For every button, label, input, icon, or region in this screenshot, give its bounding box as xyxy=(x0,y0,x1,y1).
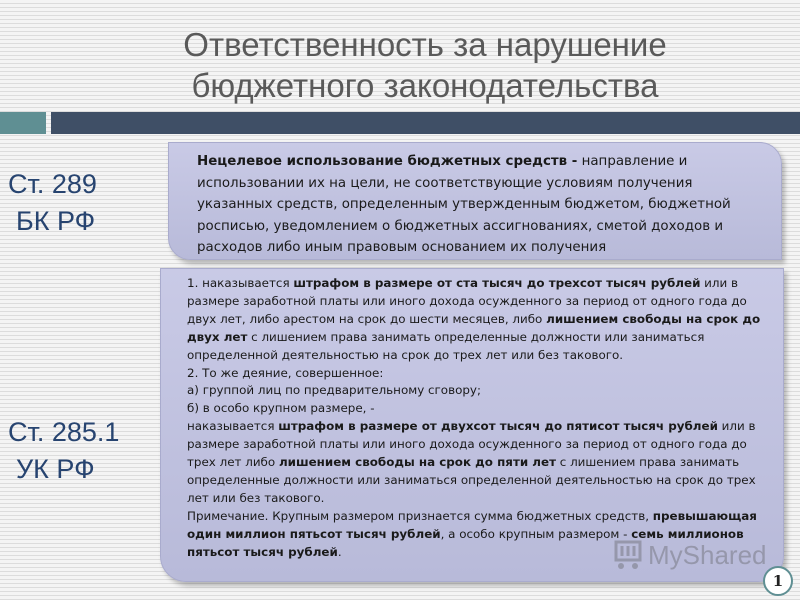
article-label-289 xyxy=(8,166,97,240)
bold-run: штрафом в размере от двухсот тысяч до пятисот тысяч рублей xyxy=(278,419,718,434)
slide-title xyxy=(100,24,750,106)
bold-run: превышающая один миллион пятьсот тысяч рублей xyxy=(187,508,757,541)
accent-bar-left xyxy=(0,112,46,134)
penalty-part-2-sanction xyxy=(187,418,775,508)
penalty-part-2a: а) группой лиц по предварительному сговору; xyxy=(187,383,481,398)
bold-run: лишением свободы на срок до двух лет xyxy=(187,311,761,344)
article-code: БК РФ xyxy=(16,206,96,236)
penalty-part-2: 2. То же деяние, совершенное: xyxy=(187,365,384,380)
watermark xyxy=(612,538,772,572)
page-number-badge: 1 xyxy=(763,566,793,596)
watermark-text: MyShared xyxy=(648,540,767,570)
text-run: . xyxy=(337,544,342,559)
bold-run: лишением свободы на срок до пяти лет xyxy=(278,455,556,470)
slide-title-line2: бюджетного законодательства xyxy=(191,67,659,104)
article-number: Ст. 289 xyxy=(8,169,97,199)
text-run: наказывается xyxy=(187,419,279,434)
text-run: или в размере заработной платы или иного дохода осужденного за период от одного года до двух лет, либо арестом на срок до шести месяцев, либо xyxy=(187,276,747,326)
text-run: Примечание. Крупным размером признается сумма бюджетных средств, xyxy=(187,508,653,523)
text-run: или в размере заработной платы или иного дохода осужденного за период от одного года до трех лет либо xyxy=(187,419,756,470)
definition-text xyxy=(197,151,769,259)
definition-box xyxy=(168,142,782,260)
article-label-285-1 xyxy=(8,414,119,488)
penalties-box xyxy=(160,268,784,582)
accent-bar-right xyxy=(51,112,800,134)
bold-run: штрафом в размере от ста тысяч до трехсот тысяч рублей xyxy=(293,276,701,290)
article-number: Ст. 285.1 xyxy=(8,417,120,447)
definition-term: Нецелевое использование бюджетных средств - xyxy=(197,154,578,169)
text-run: , а особо крупным размером - xyxy=(440,526,632,541)
penalty-part-1 xyxy=(187,275,775,365)
bold-run: семь миллионов пятьсот тысяч рублей xyxy=(187,526,744,559)
text-run: с лишением права занимать определенные должности или заниматься определенной деятельностью на срок до трех лет или без такового. xyxy=(187,455,756,505)
definition-body: направление и использовании их на цели, не соответствующие условиям получения указанных средств, определенным утвержденным бюджетом, бюджетной росписью, уведомлением о бюджетных ассигнованиях, сметой доходов и расходов либо иным правовым основанием их получения xyxy=(197,154,731,255)
title-area xyxy=(0,0,800,108)
slide-title-line1: Ответственность за нарушение xyxy=(183,26,667,63)
cart-icon xyxy=(612,538,644,572)
text-run: с лишением права занимать определенные должности или заниматься определенной деятельностью на срок до трех лет или без такового. xyxy=(187,329,705,362)
penalty-part-2b: б) в особо крупном размере, - xyxy=(187,401,375,416)
text-run: 1. наказывается xyxy=(187,276,294,290)
article-code: УК РФ xyxy=(16,454,95,484)
